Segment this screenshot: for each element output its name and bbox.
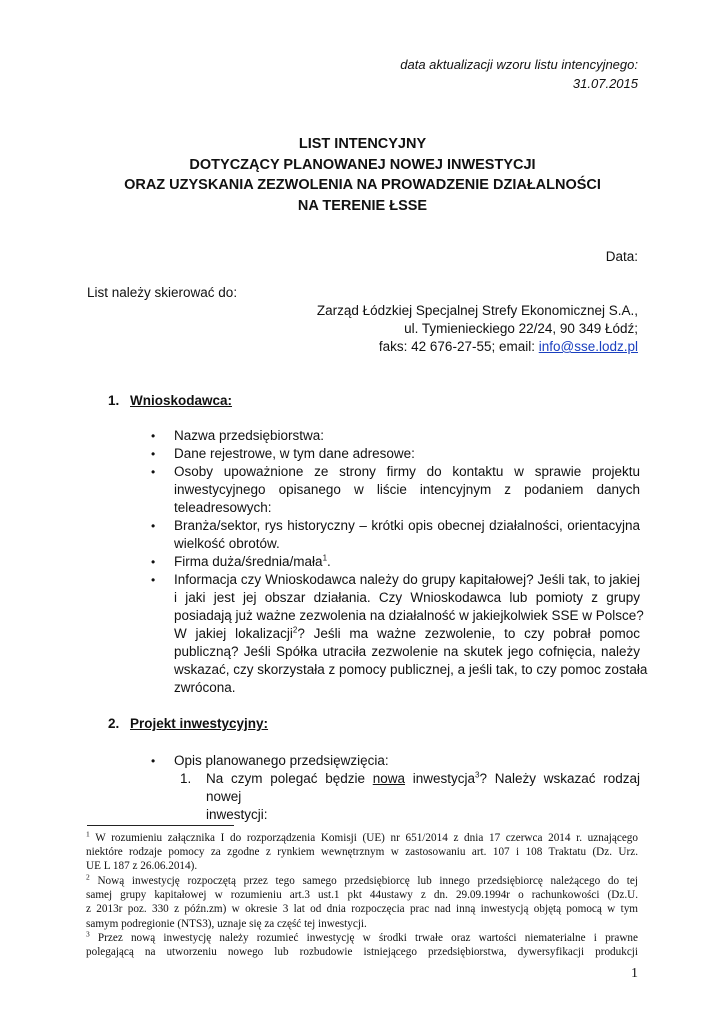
title-line-1: LIST INTENCYJNY <box>298 136 427 152</box>
bullet-line: zwrócona. <box>174 680 236 695</box>
footnote-separator <box>87 825 234 826</box>
footnote-1 <box>86 831 638 874</box>
recipient-address <box>317 302 638 356</box>
bullet-text <box>174 463 640 517</box>
update-note <box>400 55 638 93</box>
footnote-ref-1[interactable]: 1 <box>322 553 328 563</box>
numbered-item-text <box>206 770 640 824</box>
text-part: ? Należy wskazać rodzaj nowej <box>206 771 641 804</box>
date-label: Data: <box>605 249 638 264</box>
section-1-label: Wnioskodawca: <box>130 393 233 408</box>
bullet-icon: • <box>151 429 156 443</box>
bullet-line: inwestycyjnego opisanego w liście intencyjnym z podaniem danych <box>174 482 640 497</box>
numbered-item-line: inwestycji: <box>206 807 268 822</box>
bullet-icon: • <box>151 555 156 569</box>
text-underlined: nowa <box>372 771 406 786</box>
title-line-4: NA TERENIE ŁSSE <box>297 197 428 214</box>
footnote-number: 3 <box>86 929 90 939</box>
bullet-line: Osoby upoważnione ze strony firmy do kontaktu w sprawie projektu <box>174 464 640 479</box>
footnote-line: polegającą na utworzeniu nowego lub rozbudowie istniejącego przedsiębiorstwa, dywersyfikacji produkcji <box>86 946 638 959</box>
bullet-line: publiczną? Jeśli Spółka utraciła zezwolenie na skutek jego cofnięcia, należy <box>174 644 640 659</box>
bullet-text <box>174 571 648 697</box>
bullet-text: Opis planowanego przedsięwzięcia: <box>174 753 389 768</box>
section-2-label: Projekt inwestycyjny: <box>130 716 269 731</box>
footnote-text: Nową inwestycję rozpoczętą przez tego samego przedsiębiorcę lub innego przedsiębiorcę należącego do tej <box>89 875 638 887</box>
footnote-text: W rozumieniu załącznika I do rozporządzenia Komisji (UE) nr 651/2014 z dnia 17 czerwca 2014 r. uznającego <box>89 832 638 844</box>
footnote-3 <box>86 931 638 959</box>
footnote-2 <box>86 874 638 931</box>
bullet-icon: • <box>151 754 156 768</box>
footnote-ref-2[interactable]: 2 <box>292 625 298 635</box>
address-line-2: ul. Tymienieckiego 22/24, 90 349 Łódź; <box>404 321 638 336</box>
bullet-line-part: W jakiej lokalizacji <box>174 626 293 641</box>
bullet-line: posiadają już ważne zezwolenia na działalność w jakiejkolwiek SSE w Polsce? <box>174 608 644 623</box>
bullet-line: i jaki jest jej obszar działania. Czy Wnioskodawca lub pomioty z grupy <box>174 590 640 605</box>
bullet-line: Informacja czy Wnioskodawca należy do grupy kapitałowej? Jeśli tak, to jakiej <box>174 572 640 587</box>
footnote-text: Przez nową inwestycję należy rozumieć inwestycję w środki trwałe oraz wartości niematerialne i prawne <box>89 932 638 944</box>
bullet-icon: • <box>151 519 156 533</box>
bullet-line: Firma duża/średnia/mała <box>174 554 323 569</box>
footnote-line <box>86 874 638 888</box>
title-line-3: ORAZ UZYSKANIA ZEZWOLENIA NA PROWADZENIE DZIAŁALNOŚCI <box>124 177 601 193</box>
bullet-text: Dane rejestrowe, w tym dane adresowe: <box>174 446 415 461</box>
title-line-2: DOTYCZĄCY PLANOWANEJ NOWEJ INWESTYCJI <box>189 156 536 173</box>
bullet-icon: • <box>151 573 156 587</box>
bullet-line: wskazać, czy skorzystała z pomocy publicznej, a jeśli tak, to czy pomoc została <box>174 662 648 677</box>
section-1-number: 1. <box>108 393 120 408</box>
text-part: Na czym polegać będzie <box>206 771 373 786</box>
footnote-number: 1 <box>86 829 90 839</box>
bullet-text <box>174 553 640 571</box>
bullet-text: Nazwa przedsiębiorstwa: <box>174 428 325 443</box>
footnote-line <box>86 931 638 945</box>
bullet-line: wielkość obrotów. <box>174 536 280 551</box>
section-1-heading <box>108 393 232 408</box>
footnote-line: z 2013r poz. 330 z późn.zm) w okresie 3 lat od dnia rozpoczęcia prac nad inną inwestycją objętą pomocą w tym <box>86 903 638 916</box>
footnote-number: 2 <box>86 872 90 882</box>
footnote-line: UE L 187 z 26.06.2014). <box>86 860 198 873</box>
footnote-line <box>86 831 638 845</box>
footnote-line: samym podregionie (NTS3), uznaje się za część tej inwestycji. <box>86 917 367 930</box>
footnote-line: samej grupy kapitałowej w rozumieniu art.3 ust.1 pkt 44ustawy z dn. 29.09.1994r o rachunkowości (Dz.U. <box>86 889 638 902</box>
address-line-3 <box>317 338 638 356</box>
bullet-line: Branża/sektor, rys historyczny – krótki opis obecnej działalności, orientacyjna <box>174 518 640 533</box>
bullet-line-part: ? Jeśli ma ważne zezwolenie, to czy pobrał pomoc <box>297 626 640 641</box>
text-part: inwestycja <box>405 771 476 786</box>
bullet-line <box>174 625 640 643</box>
bullet-icon: • <box>151 465 156 479</box>
update-note-date: 31.07.2015 <box>572 76 638 91</box>
update-note-label: data aktualizacji wzoru listu intencyjnego: <box>400 57 638 72</box>
numbered-item-line <box>206 770 640 806</box>
contact-prefix: faks: 42 676-27-55; email: <box>378 339 539 354</box>
section-2-number: 2. <box>108 716 120 731</box>
address-line-1: Zarząd Łódzkiej Specjalnej Strefy Ekonomicznej S.A., <box>316 303 638 318</box>
bullet-text <box>174 517 640 553</box>
email-link[interactable]: info@sse.lodz.pl <box>538 339 638 354</box>
bullet-line-end: . <box>327 554 331 569</box>
footnote-line: niektóre rodzaje pomocy za zgodne z rynkiem wewnętrznym w zastosowaniu art. 107 i 108 Traktatu (Dz. Urz. <box>86 846 638 859</box>
numbered-item-number: 1. <box>180 771 192 786</box>
bullet-icon: • <box>151 447 156 461</box>
address-intro: List należy skierować do: <box>87 285 238 300</box>
section-2-heading <box>108 716 268 731</box>
page-number: 1 <box>631 966 638 981</box>
document-title <box>60 134 665 216</box>
footnote-ref-3[interactable]: 3 <box>475 770 480 780</box>
bullet-line: teleadresowych: <box>174 500 272 515</box>
